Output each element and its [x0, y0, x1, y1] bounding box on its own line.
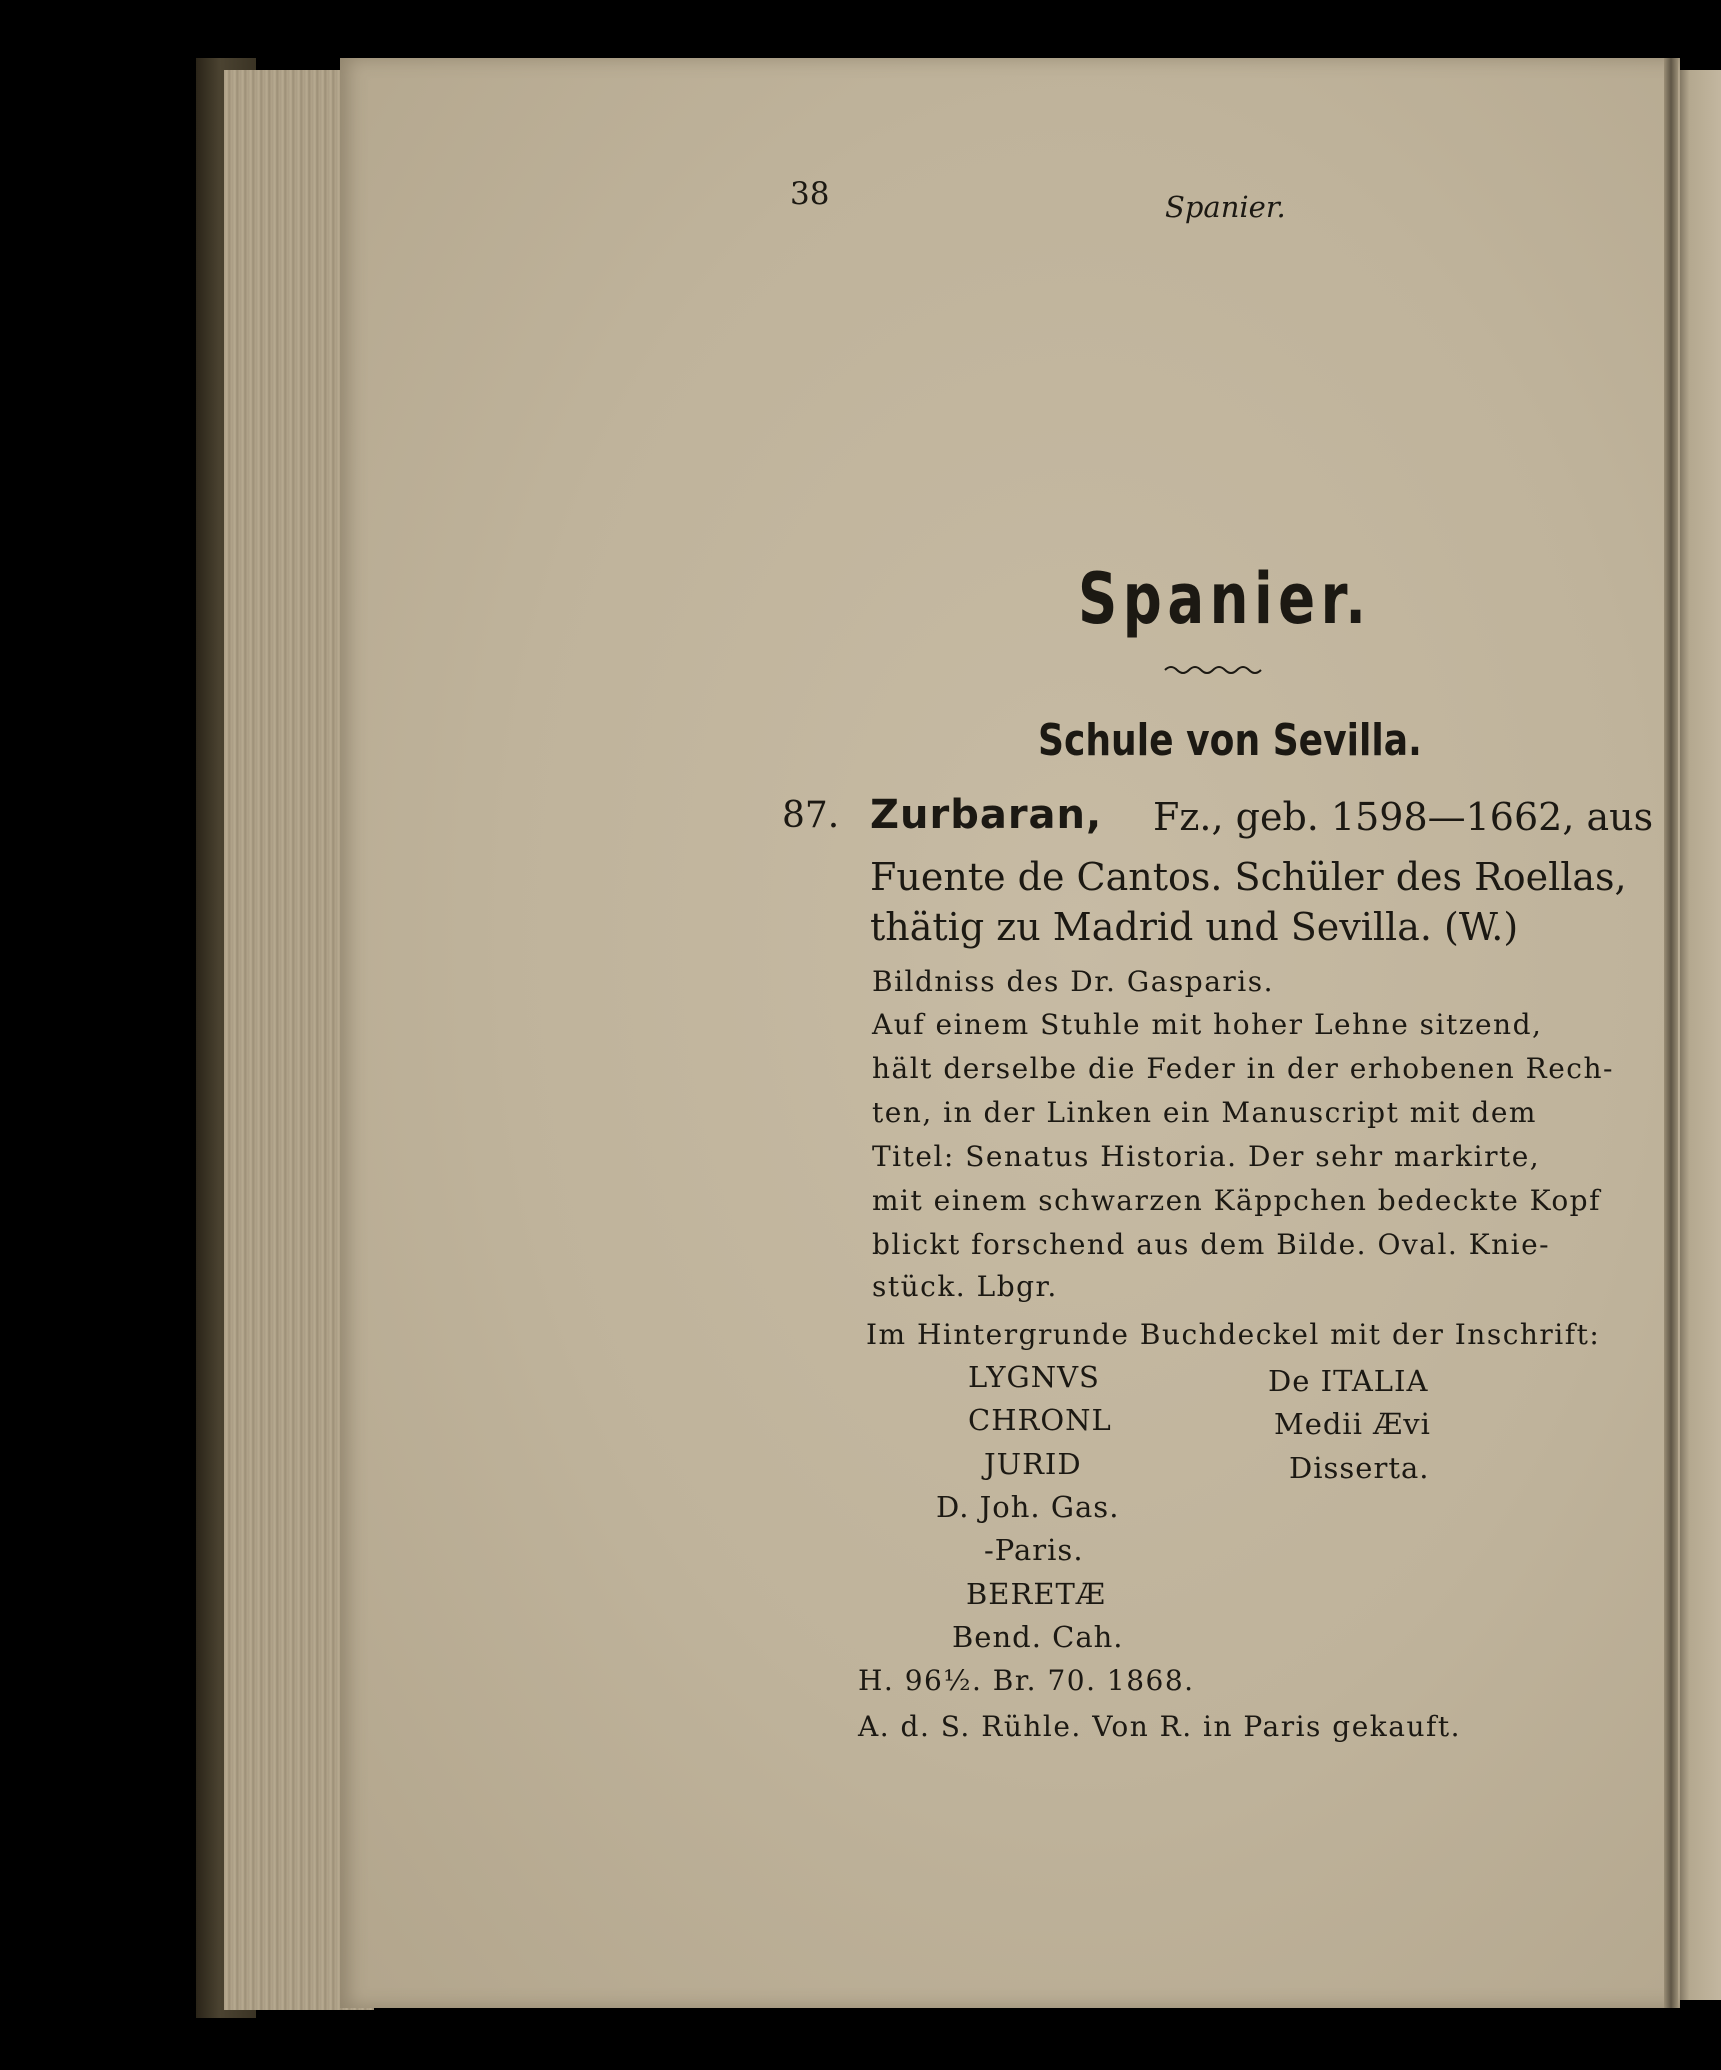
artist-bio-line-3: thätig zu Madrid und Sevilla. (W.)	[870, 905, 1519, 949]
page-number: 38	[790, 176, 830, 212]
inscription-left-line: BERETÆ	[966, 1577, 1106, 1611]
inscription-left-line: D. Joh. Gas.	[936, 1490, 1120, 1524]
entry-number: 87.	[782, 795, 840, 836]
description-line: Titel: Senatus Historia. Der sehr markirte,	[872, 1140, 1541, 1173]
facing-page-edge	[1676, 70, 1721, 2000]
painting-title: Bildniss des Dr. Gasparis.	[872, 965, 1275, 998]
inscription-intro: Im Hintergrunde Buchdeckel mit der Inschrift:	[866, 1318, 1601, 1351]
inscription-left-line: LYGNVS	[968, 1360, 1100, 1394]
school-heading: Schule von Sevilla.	[1038, 715, 1422, 766]
description-line: blickt forschend aus dem Bilde. Oval. Knie-	[872, 1228, 1551, 1261]
inscription-right-line: De ITALIA	[1268, 1364, 1429, 1398]
description-line: Auf einem Stuhle mit hoher Lehne sitzend,	[872, 1008, 1543, 1041]
running-head: Spanier.	[1165, 190, 1286, 224]
book-gutter	[1664, 58, 1678, 2008]
description-line: stück. Lbgr.	[872, 1270, 1058, 1303]
artist-bio-line-2: Fuente de Cantos. Schüler des Roellas,	[870, 855, 1627, 899]
inscription-left-line: Bend. Cah.	[952, 1620, 1124, 1654]
section-title: Spanier.	[1078, 558, 1372, 640]
inscription-left-line: JURID	[984, 1447, 1082, 1481]
dimensions: H. 96½. Br. 70. 1868.	[858, 1664, 1195, 1697]
wavy-rule-ornament	[1163, 662, 1265, 678]
description-line: mit einem schwarzen Käppchen bedeckte Kopf	[872, 1184, 1601, 1217]
description-line: ten, in der Linken ein Manuscript mit dem	[872, 1096, 1537, 1129]
artist-name: Zurbaran,	[870, 792, 1103, 838]
artist-bio-line-1: Fz., geb. 1598—1662, aus	[1153, 795, 1654, 839]
provenance: A. d. S. Rühle. Von R. in Paris gekauft.	[858, 1710, 1462, 1743]
inscription-right-line: Medii Ævi	[1274, 1407, 1431, 1441]
inscription-right-line: Disserta.	[1289, 1451, 1430, 1485]
description-line: hält derselbe die Feder in der erhobenen Rech-	[872, 1052, 1614, 1085]
inscription-left-line: CHRONL	[968, 1403, 1112, 1437]
inscription-left-line: -Paris.	[984, 1533, 1084, 1567]
